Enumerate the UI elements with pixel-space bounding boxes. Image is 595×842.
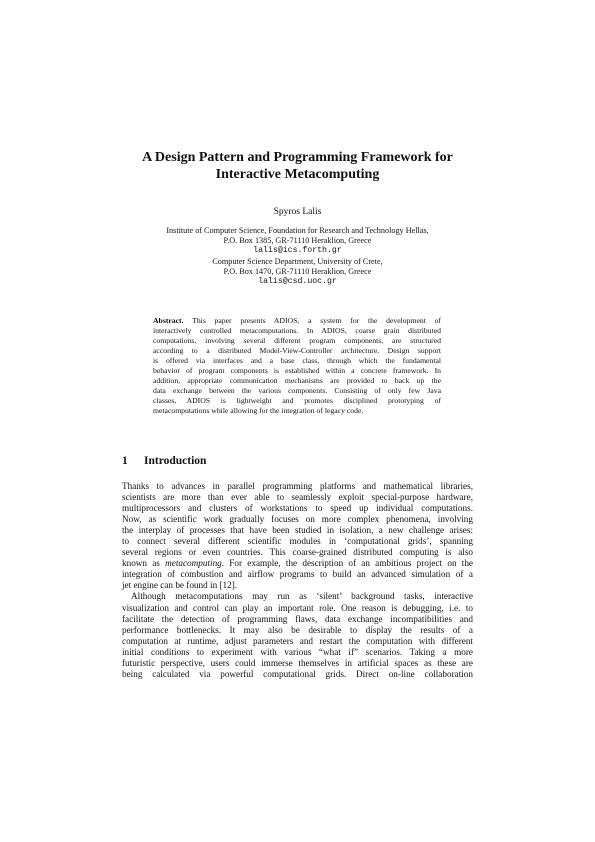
body-line: initial conditions to experiment with various “what if” scenarios. Taking a more [122,646,473,657]
author-email: lalis@csd.uoc.gr [258,277,337,287]
section-heading [122,454,206,468]
abstract-line: computations, involving several different program components, are structured [153,336,441,346]
body-line: futuristic perspective, users could immerse themselves in artificial spaces as these are [122,657,473,668]
body-line: integration of combustion and airflow programs to build an advanced simulation of a [122,569,473,580]
abstract-label: Abstract. [153,316,184,325]
abstract-line: behavior of program components is established within a concrete framework. In [153,366,441,376]
affiliation-line: Computer Science Department, University of Crete, [212,256,383,266]
emphasized-term: metacomputing [165,558,222,569]
paper-title-line-2: Interactive Metacomputing [215,167,380,182]
body-line: facilitate the detection of programming flaws, data exchange incompatibilities and [122,613,473,624]
body-line: to connect several different scientific modules in ‘computational grids’, spanning [122,536,473,547]
abstract-line: classes, ADIOS is lightweight and promotes disciplined prototyping of [153,396,441,406]
body-line: Thanks to advances in parallel programming platforms and mathematical libraries, [122,481,473,491]
body-line: computation at runtime, adjust parameters and restart the computation with different [122,635,473,646]
body-line: performance bottlenecks. It may also be desirable to display the results of a [122,624,473,635]
body-line: multiprocessors and clusters of workstations to speed up individual computations. [122,503,473,514]
body-line: the interplay of processes that have been studied in isolation, a new challenge arises: [122,525,473,536]
body-line: Now, as scientific work gradually focuses on more complex phenomena, involving [122,514,473,525]
section-title: Introduction [144,455,207,467]
body-line: known as metacomputing. For example, the description of an ambitious project on the [122,558,473,569]
author-name: Spyros Lalis [273,207,322,217]
affiliation-line: P.O. Box 1470, GR-71110 Heraklion, Greece [223,266,372,276]
abstract-line: metacomputations while allowing for the integration of legacy code. [153,406,364,416]
paper-title [100,149,495,183]
affiliation-line: P.O. Box 1385, GR-71110 Heraklion, Greece [223,236,372,246]
paper-title-line-1: A Design Pattern and Programming Framework for [142,150,453,165]
abstract [153,316,441,416]
body-line: jet engine can be found in [12]. [122,580,238,591]
body-line: being calculated via powerful computational grids. Direct on-line collaboration [122,668,473,679]
body-line: visualization and control can play an important role. One reason is debugging, i.e. to [122,602,473,613]
body-line: scientists are more than ever able to seamlessly exploit special-purpose hardware, [122,492,473,503]
body-text [122,481,473,680]
abstract-line: interactively controlled metacomputations. In ADIOS, coarse grain distributed [153,326,441,336]
author-affiliation [120,226,475,287]
affiliation-line: Institute of Computer Science, Foundation for Research and Technology Hellas, [166,226,429,235]
author-email: lalis@ics.forth.gr [253,246,342,256]
body-line: several regions or even countries. This coarse-grained distributed computing is also [122,547,473,558]
section-number: 1 [122,455,128,467]
body-line: Although metacomputations may run as ‘silent’ background tasks, interactive [131,591,473,602]
abstract-line: data exchange between the various components. Consisting of only few Java [153,386,441,396]
abstract-line: addition, appropriate communication mechanisms are provided to back up the [153,376,441,386]
abstract-line: according to a distributed Model-View-Controller architecture. Design support [153,346,441,356]
abstract-line: is offered via interfaces and a base class, through which the fundamental [153,356,441,366]
abstract-line: Abstract. This paper presents ADIOS, a system for the development of [153,316,441,325]
